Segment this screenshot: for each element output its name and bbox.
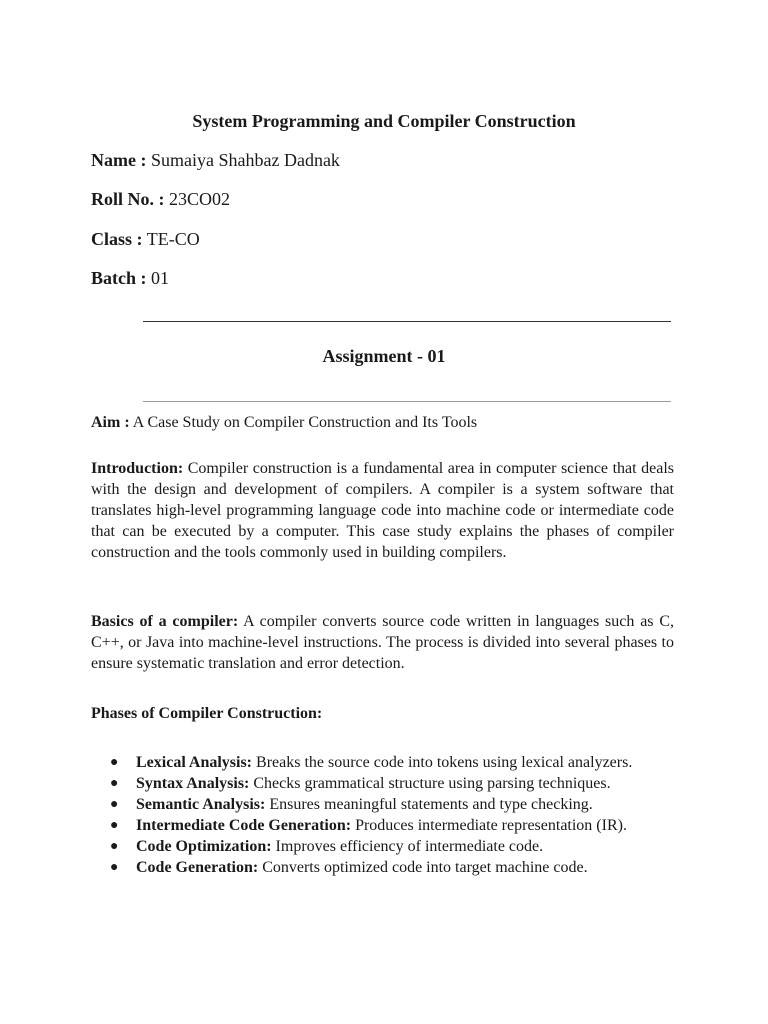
phase-term: Semantic Analysis:	[136, 796, 266, 813]
bullet-icon: ●	[110, 776, 119, 791]
bullet-icon: ●	[110, 797, 119, 812]
bullet-icon: ●	[110, 755, 119, 770]
phase-desc: Checks grammatical structure using parsing techniques.	[253, 775, 611, 792]
list-item	[108, 773, 674, 794]
basics-paragraph	[91, 611, 674, 674]
roll-value: 23CO02	[169, 189, 231, 209]
bullet-icon: ●	[110, 818, 119, 833]
phase-term: Intermediate Code Generation:	[136, 817, 352, 834]
batch-value: 01	[151, 268, 169, 288]
phase-desc: Breaks the source code into tokens using lexical analyzers.	[256, 754, 633, 771]
course-title: System Programming and Compiler Construction	[192, 111, 576, 131]
bottom-divider	[143, 401, 671, 402]
aim-label: Aim :	[91, 414, 130, 431]
batch-label: Batch :	[91, 268, 147, 288]
assignment-title: Assignment - 01	[322, 346, 446, 366]
phases-list	[108, 752, 674, 878]
name-row	[91, 148, 340, 172]
class-row	[91, 227, 200, 251]
bullet-icon: ●	[110, 839, 119, 854]
aim-paragraph	[91, 412, 674, 433]
list-item	[108, 815, 674, 836]
phase-term: Syntax Analysis:	[136, 775, 250, 792]
list-item	[108, 794, 674, 815]
phase-desc: Produces intermediate representation (IR).	[355, 817, 627, 834]
class-label: Class :	[91, 229, 143, 249]
introduction-text: Compiler construction is a fundamental area in computer science that deals with the design and development of compilers. A compiler is a system software that translates high-level programming language code into machine code or intermediate code that can be executed by a computer. This case study explains the phases of compiler construction and the tools commonly used in building compilers.	[91, 460, 675, 561]
roll-label: Roll No. :	[91, 189, 165, 209]
phase-desc: Ensures meaningful statements and type checking.	[269, 796, 593, 813]
batch-row	[91, 266, 169, 290]
phase-desc: Improves efficiency of intermediate code.	[275, 838, 544, 855]
phase-desc: Converts optimized code into target machine code.	[262, 859, 588, 876]
basics-label: Basics of a compiler:	[91, 613, 239, 630]
phases-heading: Phases of Compiler Construction:	[91, 705, 323, 722]
phase-term: Code Optimization:	[136, 838, 272, 855]
phase-term: Lexical Analysis:	[136, 754, 253, 771]
name-label: Name :	[91, 150, 147, 170]
phase-term: Code Generation:	[136, 859, 259, 876]
top-divider	[143, 321, 671, 322]
bullet-icon: ●	[110, 860, 119, 875]
introduction-paragraph	[91, 458, 674, 563]
basics-text: A compiler converts source code written in languages such as C, C++, or Java into machine-level instructions. The process is divided into several phases to ensure systematic translation and error detection.	[91, 613, 675, 672]
list-item	[108, 752, 674, 773]
name-value: Sumaiya Shahbaz Dadnak	[150, 150, 340, 170]
roll-row	[91, 187, 230, 211]
list-item	[108, 857, 674, 878]
list-item	[108, 836, 674, 857]
introduction-label: Introduction:	[91, 460, 184, 477]
aim-text: A Case Study on Compiler Construction and Its Tools	[132, 414, 478, 431]
class-value: TE-CO	[146, 229, 200, 249]
